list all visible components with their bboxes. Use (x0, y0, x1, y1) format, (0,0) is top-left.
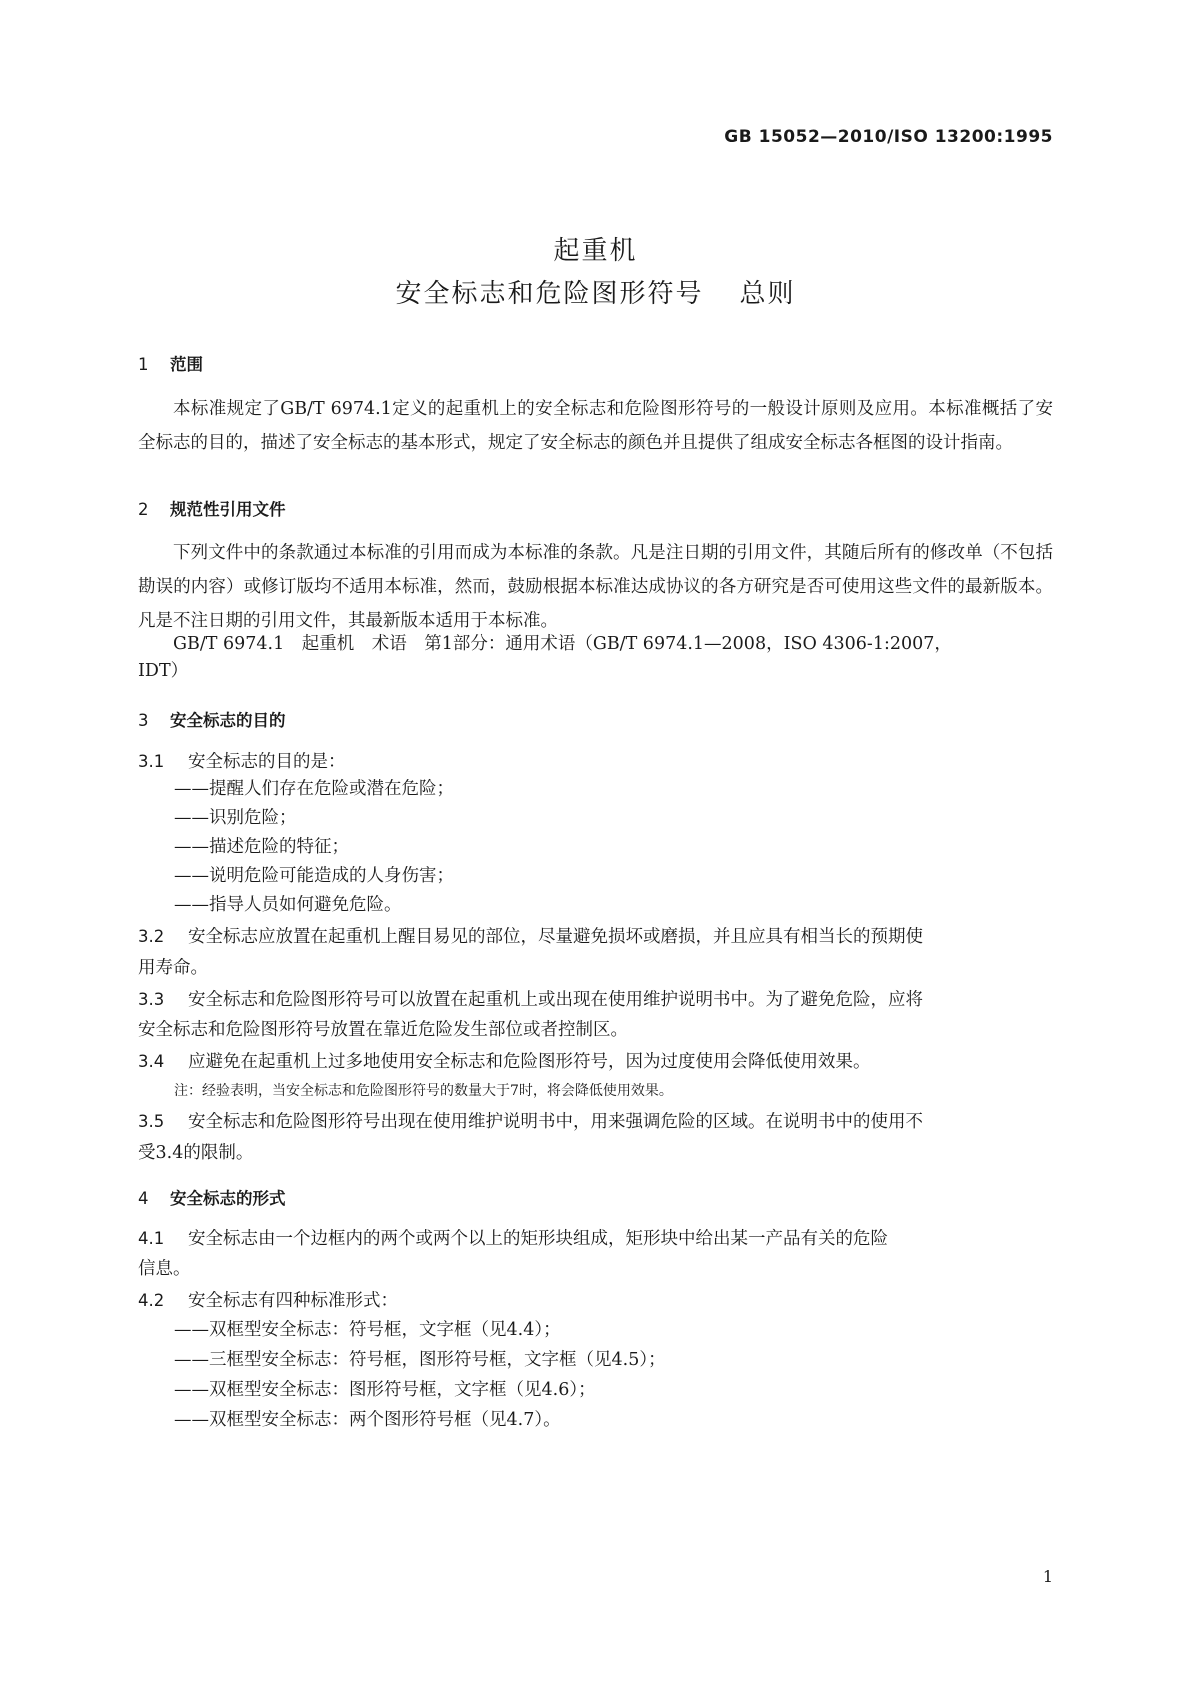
list-item: ——描述危险的特征； (174, 837, 349, 857)
clause-3-2-cont: 用寿命。 (138, 958, 208, 978)
list-item: ——三框型安全标志：符号框，图形符号框，文字框（见4.5）； (174, 1350, 666, 1370)
title-line-2-main: 安全标志和危险图形符号 (395, 279, 704, 309)
list-item: ——指导人员如何避免危险。 (174, 895, 402, 915)
page-number: 1 (1042, 1567, 1053, 1586)
clause-4-1 (138, 1222, 888, 1256)
list-item: ——提醒人们存在危险或潜在危险； (174, 779, 454, 799)
section-number: 1 (138, 355, 149, 374)
clause-3-3-cont: 安全标志和危险图形符号放置在靠近危险发生部位或者控制区。 (138, 1020, 628, 1040)
clause-3-5 (138, 1105, 923, 1139)
clause-number: 3.3 (138, 990, 165, 1009)
section-title: 安全标志的目的 (170, 711, 286, 730)
clause-number: 3.5 (138, 1112, 165, 1131)
section-title: 规范性引用文件 (170, 500, 286, 519)
clause-text: 安全标志的目的是： (188, 752, 346, 772)
section-4-heading (138, 1185, 286, 1209)
title-line-2 (0, 273, 1191, 310)
reference-line-2: IDT） (138, 661, 189, 681)
clause-number: 3.4 (138, 1052, 165, 1071)
list-item: ——双框型安全标志：符号框，文字框（见4.4）； (174, 1320, 561, 1340)
section-1-heading (138, 351, 203, 375)
clause-number: 3.2 (138, 927, 165, 946)
clause-3-3 (138, 983, 923, 1017)
clause-text: 安全标志和危险图形符号出现在使用维护说明书中，用来强调危险的区域。在说明书中的使用不 (188, 1112, 923, 1132)
section-number: 3 (138, 711, 149, 730)
section-2-heading (138, 496, 286, 520)
section-2-paragraph: 下列文件中的条款通过本标准的引用而成为本标准的条款。凡是注日期的引用文件，其随后所有的修改单（不包括勘误的内容）或修订版均不适用本标准，然而，鼓励根据本标准达成协议的各方研究是否可使用这些文件的最新版本。凡是不注日期的引用文件，其最新版本适用于本标准。 (138, 543, 1053, 631)
section-title: 范围 (170, 355, 203, 374)
clause-text: 安全标志和危险图形符号可以放置在起重机上或出现在使用维护说明书中。为了避免危险，应将 (188, 990, 923, 1010)
clause-number: 4.2 (138, 1291, 165, 1310)
section-number: 2 (138, 500, 149, 519)
section-title: 安全标志的形式 (170, 1189, 286, 1208)
reference-line-1: GB/T 6974.1 起重机 术语 第1部分：通用术语（GB/T 6974.1—2008，ISO 4306-1:2007， (173, 634, 952, 654)
clause-3-4-note: 注：经验表明，当安全标志和危险图形符号的数量大于7时，将会降低使用效果。 (174, 1083, 673, 1099)
title-line-2-general: 总则 (739, 279, 796, 309)
clause-3-2 (138, 920, 923, 954)
clause-text: 安全标志有四种标准形式： (188, 1291, 398, 1311)
clause-4-1-cont: 信息。 (138, 1259, 191, 1279)
section-number: 4 (138, 1189, 149, 1208)
section-1-paragraph: 本标准规定了GB/T 6974.1定义的起重机上的安全标志和危险图形符号的一般设计原则及应用。本标准概括了安全标志的目的，描述了安全标志的基本形式，规定了安全标志的颜色并且提供了组成安全标志各框图的设计指南。 (138, 399, 1053, 453)
clause-text: 安全标志应放置在起重机上醒目易见的部位，尽量避免损坏或磨损，并且应具有相当长的预期使 (188, 927, 923, 947)
list-item: ——说明危险可能造成的人身伤害； (174, 866, 454, 886)
clause-number: 3.1 (138, 752, 165, 771)
clause-number: 4.1 (138, 1229, 165, 1248)
title-line-1: 起重机 (553, 236, 638, 266)
clause-text: 安全标志由一个边框内的两个或两个以上的矩形块组成，矩形块中给出某一产品有关的危险 (188, 1229, 888, 1249)
clause-3-5-cont: 受3.4的限制。 (138, 1143, 254, 1163)
list-item: ——识别危险； (174, 808, 297, 828)
standard-code: GB 15052—2010/ISO 13200:1995 (724, 127, 1053, 147)
list-item: ——双框型安全标志：两个图形符号框（见4.7）。 (174, 1410, 561, 1430)
clause-text: 应避免在起重机上过多地使用安全标志和危险图形符号，因为过度使用会降低使用效果。 (188, 1052, 871, 1072)
section-3-heading (138, 707, 286, 731)
clause-3-4 (138, 1045, 871, 1079)
list-item: ——双框型安全标志：图形符号框，文字框（见4.6）； (174, 1380, 596, 1400)
